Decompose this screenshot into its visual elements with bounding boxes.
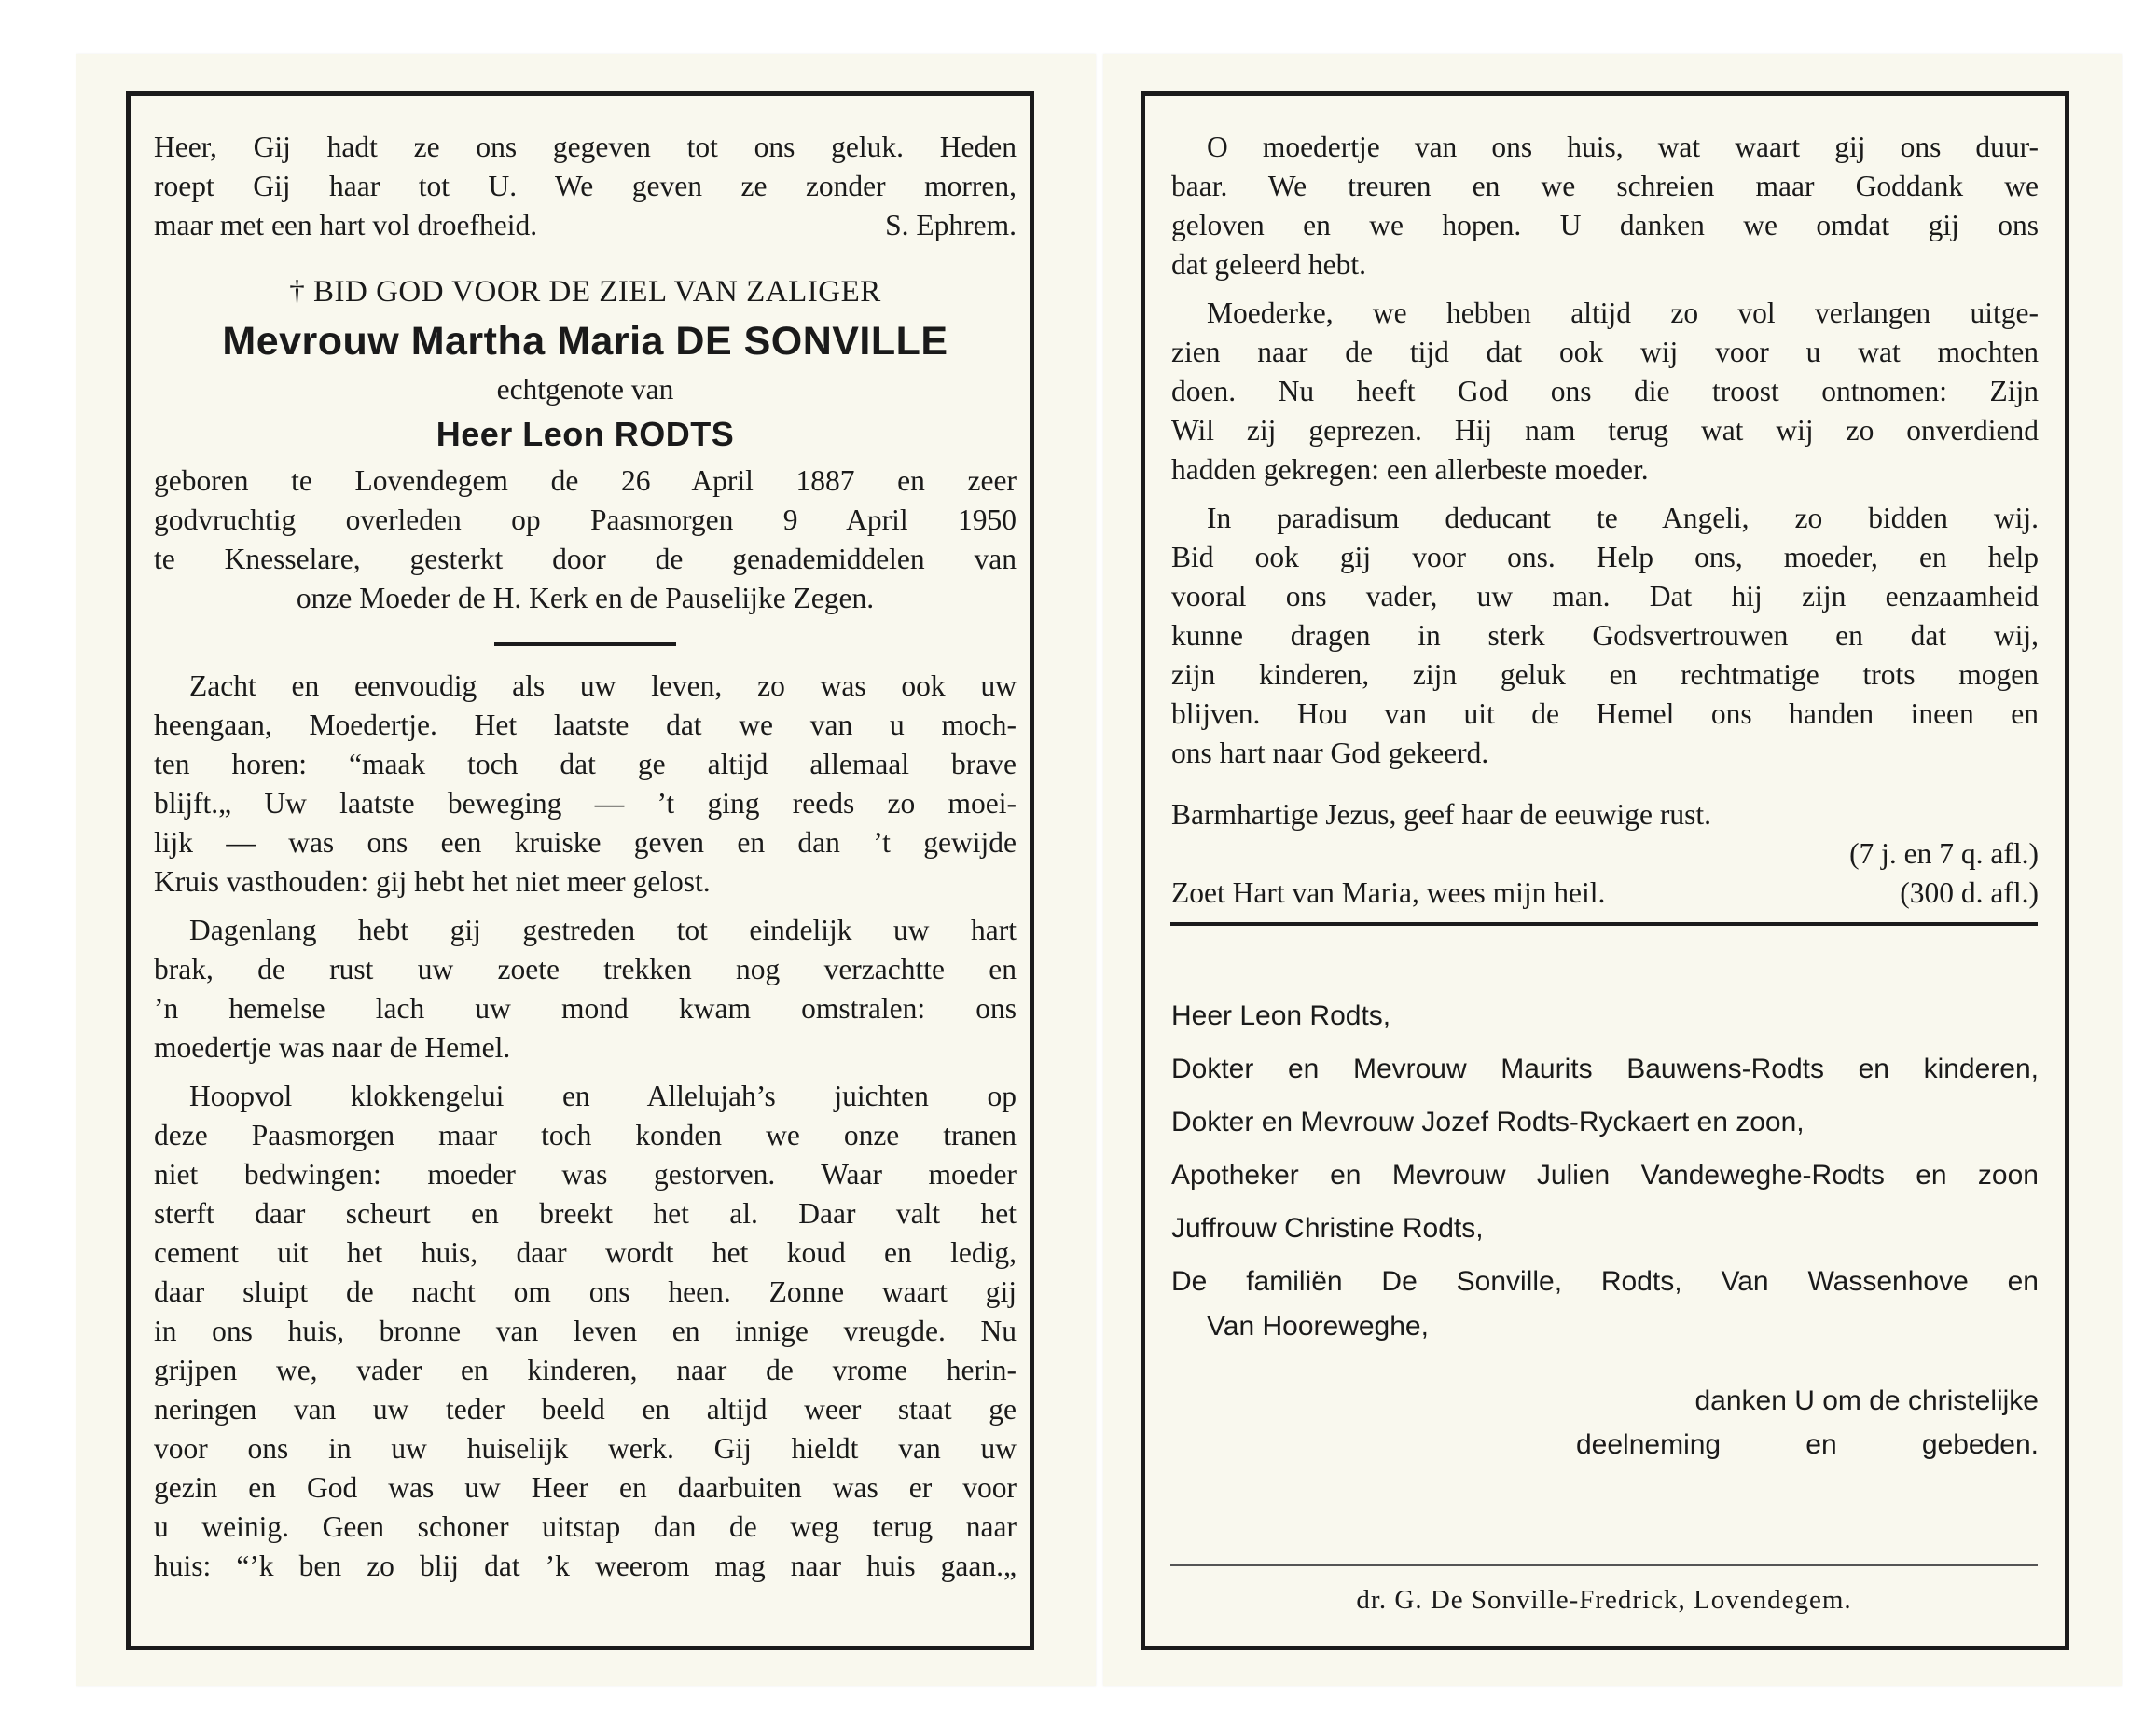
right-column (1171, 128, 2039, 913)
text-line: Zacht en eenvoudig als uw leven, zo was ook uw (189, 669, 1017, 702)
indulgence-note: (300 d. afl.) (1900, 876, 2039, 909)
thanks-line: danken U om de christelijke (1694, 1385, 2039, 1416)
family-member: De familiën De Sonville, Rodts, Van Wassenhove en (1171, 1266, 2039, 1297)
divider-rule (1170, 922, 2038, 926)
family-member: Apotheker en Mevrouw Julien Vandeweghe-Rodts en zoon (1171, 1160, 2039, 1191)
paragraph-3 (1171, 499, 2039, 773)
family-member: Dokter en Mevrouw Maurits Bauwens-Rodts en kinderen, (1171, 1054, 2039, 1084)
text-line: Dagenlang hebt gij gestreden tot eindelijk uw hart (189, 914, 1017, 946)
left-column (154, 128, 1017, 1586)
text-line: Wil zij geprezen. Hij nam terug wat wij zo onverdiend (1171, 414, 2039, 447)
paragraph-3 (154, 1077, 1017, 1586)
paragraph-2 (1171, 294, 2039, 489)
family-member: Dokter en Mevrouw Jozef Rodts-Ryckaert en zoon, (1171, 1107, 1805, 1137)
prayer-row (1171, 874, 2039, 913)
family-member: Van Hooreweghe, (1207, 1311, 1429, 1342)
text-line: Kruis vasthouden: gij hebt het niet meer gelost. (154, 865, 711, 898)
text-line: blijft.„ Uw laatste beweging — ’t ging reeds zo moei- (154, 787, 1017, 820)
thanks-block (1576, 1379, 2039, 1467)
spouse-intro: echtgenote van (496, 373, 674, 406)
text-line: ten horen: “maak toch dat ge altijd allemaal brave (154, 748, 1017, 780)
text-line: heengaan, Moedertje. Het laatste dat we van u moch- (154, 709, 1017, 741)
text-line: doen. Nu heeft God ons die troost ontnomen: Zijn (1171, 375, 2039, 407)
text-line: brak, de rust uw zoete trekken nog verzachtte en (154, 953, 1017, 985)
text-line: ons hart naar God gekeerd. (1171, 737, 1489, 769)
paragraph-1 (1171, 128, 2039, 284)
prayers (1171, 795, 2039, 913)
text-line: Bid ook gij voor ons. Help ons, moeder, en help (1171, 541, 2039, 573)
text-line: kunne dragen in sterk Godsvertrouwen en dat wij, (1171, 619, 2039, 652)
thanks-line: deelneming en gebeden. (1576, 1429, 2039, 1460)
paragraph-1 (154, 667, 1017, 902)
text-line: hadden gekregen: een allerbeste moeder. (1171, 453, 1649, 486)
family-member: Juffrouw Christine Rodts, (1171, 1213, 1484, 1244)
prayer-line: Zoet Hart van Maria, wees mijn heil. (1171, 876, 1606, 909)
quote-last-row (154, 206, 1017, 245)
text-line: deze Paasmorgen maar toch konden we onze tranen (154, 1119, 1017, 1151)
footer-rule (1170, 1564, 2038, 1566)
bio-line: geboren te Lovendegem de 26 April 1887 en zeer (154, 464, 1017, 497)
text-line: zien naar de tijd dat ook wij voor u wat mochten (1171, 336, 2039, 368)
bio-line: onze Moeder de H. Kerk en de Pauselijke Zegen. (296, 582, 875, 614)
bid-heading: † BID GOD VOOR DE ZIEL VAN ZALIGER (289, 275, 881, 309)
indulgence-note: (7 j. en 7 q. afl.) (1849, 837, 2039, 870)
paragraph-2 (154, 911, 1017, 1068)
text-line: dat geleerd hebt. (1171, 248, 1367, 281)
text-line: baar. We treuren en we schreien maar Goddank we (1171, 170, 2039, 202)
text-line: u weinig. Geen schoner uitstap dan de weg terug naar (154, 1510, 1017, 1543)
text-line: sterft daar scheurt en breekt het al. Daar valt het (154, 1197, 1017, 1230)
text-line: vooral ons vader, uw man. Dat hij zijn eenzaamheid (1171, 580, 2039, 613)
text-line: geloven en we hopen. U danken we omdat gij ons (1171, 209, 2039, 241)
opening-quote (154, 128, 1017, 245)
text-line: Moederke, we hebben altijd zo vol verlangen uitge- (1207, 296, 2039, 329)
text-line: huis: “’k ben zo blij dat ’k weerom mag naar huis gaan.„ (154, 1550, 1017, 1582)
text-line: ’n hemelse lach uw mond kwam omstralen: ons (154, 992, 1017, 1025)
text-line: zijn kinderen, zijn geluk en rechtmatige trots mogen (1171, 658, 2039, 691)
biography (154, 462, 1017, 618)
text-line: daar sluipt de nacht om ons heen. Zonne waart gij (154, 1275, 1017, 1308)
text-line: voor ons in uw huiselijk werk. Gij hieldt van uw (154, 1432, 1017, 1465)
bio-line: godvruchtig overleden op Paasmorgen 9 April 1950 (154, 503, 1017, 536)
text-line: in ons huis, bronne van leven en innige vreugde. Nu (154, 1315, 1017, 1347)
quote-line: roept Gij haar tot U. We geven ze zonder morren, (154, 170, 1017, 202)
family-member: Heer Leon Rodts, (1171, 1000, 1391, 1031)
text-line: moedertje was naar de Hemel. (154, 1031, 511, 1064)
deceased-name: Mevrouw Martha Maria DE SONVILLE (222, 319, 948, 364)
spouse-name: Heer Leon RODTS (436, 415, 735, 453)
quote-author: S. Ephrem. (885, 209, 1017, 241)
bio-line: te Knesselare, gesterkt door de genademiddelen van (154, 543, 1017, 575)
text-line: gezin en God was uw Heer en daarbuiten was er voor (154, 1471, 1017, 1504)
quote-line: maar met een hart vol droefheid. (154, 209, 538, 241)
printer-credit: dr. G. De Sonville-Fredrick, Lovendegem. (1356, 1585, 1852, 1615)
text-line: blijven. Hou van uit de Hemel ons handen ineen en (1171, 697, 2039, 730)
text-line: lijk — was ons een kruiske geven en dan ’t gewijde (154, 826, 1017, 859)
text-line: niet bedwingen: moeder was gestorven. Waar moeder (154, 1158, 1017, 1191)
text-line: grijpen we, vader en kinderen, naar de vrome herin- (154, 1354, 1017, 1386)
prayer-line: Barmhartige Jezus, geef haar de eeuwige rust. (1171, 798, 1711, 831)
text-line: cement uit het huis, daar wordt het koud en ledig, (154, 1236, 1017, 1269)
text-line: O moedertje van ons huis, wat waart gij ons duur- (1207, 131, 2039, 163)
divider-rule (494, 642, 676, 646)
text-line: neringen van uw teder beeld en altijd weer staat ge (154, 1393, 1017, 1426)
quote-line: Heer, Gij hadt ze ons gegeven tot ons geluk. Heden (154, 131, 1017, 163)
text-line: In paradisum deducant te Angeli, zo bidden wij. (1207, 502, 2039, 534)
text-line: Hoopvol klokkengelui en Allelujah’s juichten op (189, 1080, 1017, 1112)
family-list (1171, 989, 2039, 1345)
